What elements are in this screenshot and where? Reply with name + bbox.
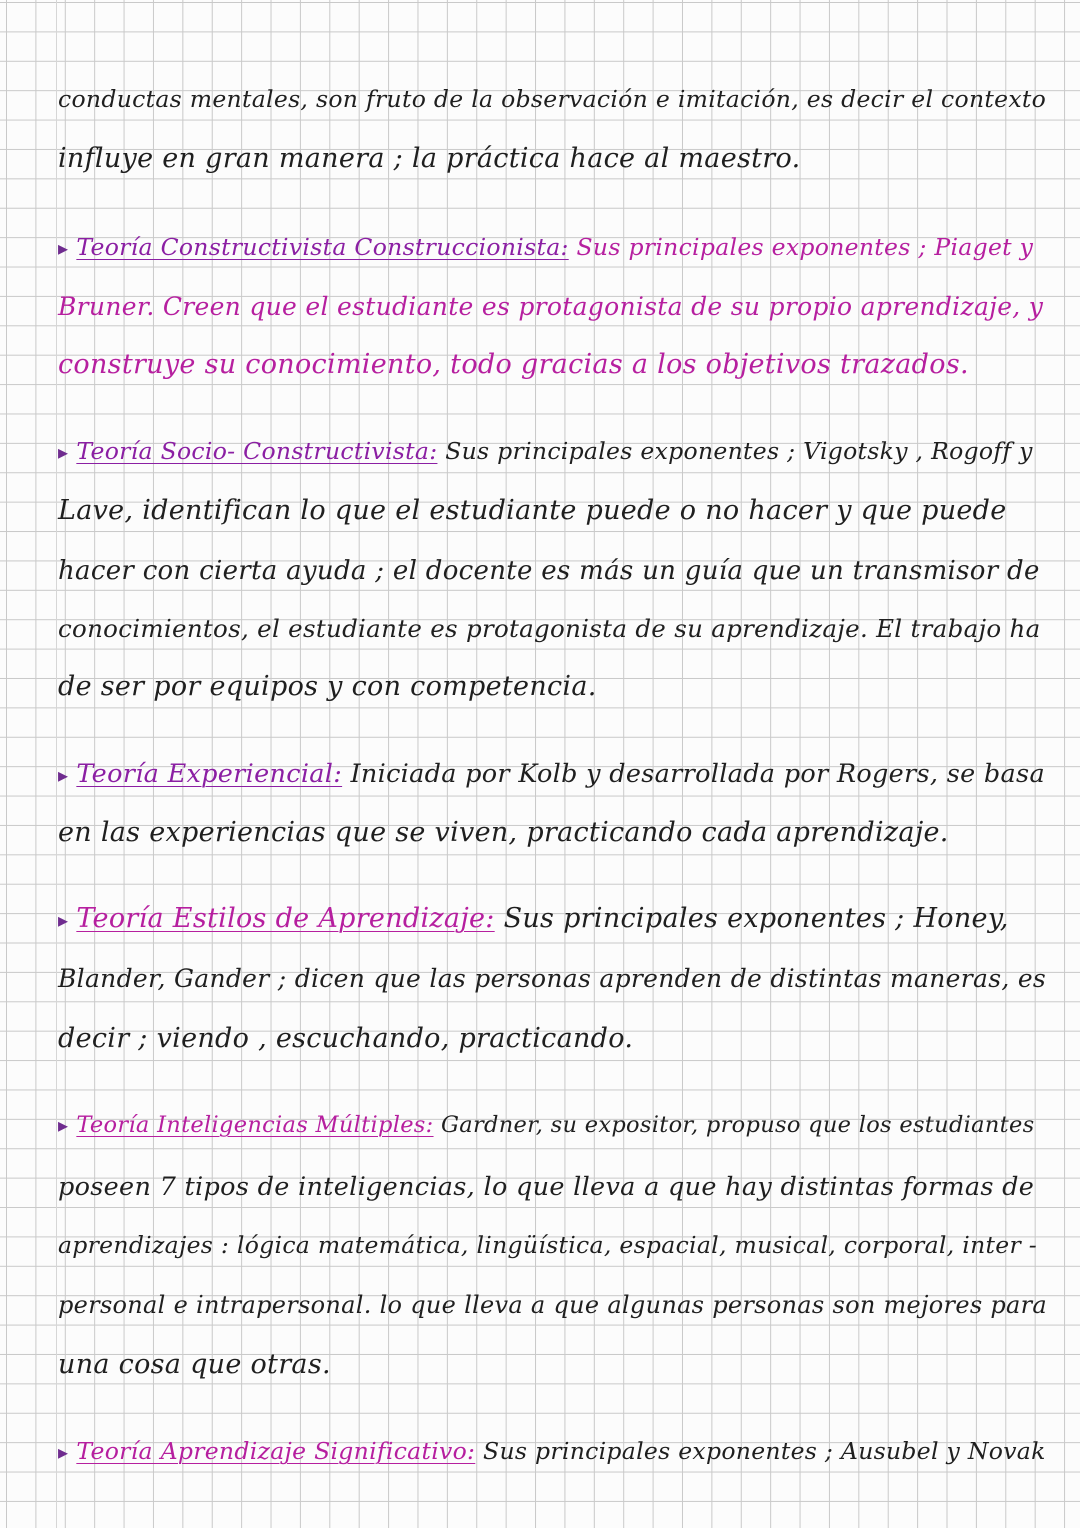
section-title: Teoría Socio- Constructivista:: [76, 437, 438, 465]
text-line: conductas mentales, son fruto de la observación e imitación, es decir el contexto: [58, 85, 1047, 113]
bullet-icon: ▸: [58, 763, 69, 787]
text-line: poseen 7 tipos de inteligencias, lo que lleva a que hay distintas formas de: [58, 1172, 1035, 1202]
section-experiencial: ▸ Teoría Experiencial: Iniciada por Kolb y desarrollada por Rogers, se basa: [58, 759, 1045, 789]
text-line: personal e intrapersonal. lo que lleva a que algunas personas son mejores para: [58, 1291, 1048, 1319]
bullet-icon: ▸: [58, 1440, 69, 1464]
text-line: en las experiencias que se viven, practicando cada aprendizaje.: [58, 817, 949, 848]
bullet-icon: ▸: [58, 440, 69, 464]
section-constructivista: ▸ Teoría Constructivista Construccionista: Sus principales exponentes ; Piaget y: [58, 233, 1034, 261]
text-line: hacer con cierta ayuda ; el docente es más un guía que un transmisor de: [58, 556, 1040, 586]
text-line: decir ; viendo , escuchando, practicando.: [58, 1023, 634, 1054]
section-socio-constructivista: ▸ Teoría Socio- Constructivista: Sus principales exponentes ; Vigotsky , Rogoff y: [58, 437, 1033, 465]
section-title: Teoría Experiencial:: [76, 759, 343, 789]
section-inteligencias-multiples: ▸ Teoría Inteligencias Múltiples: Gardner, su expositor, propuso que los estudiantes: [58, 1112, 1035, 1138]
section-title: Teoría Estilos de Aprendizaje:: [76, 903, 495, 934]
section-title: Teoría Inteligencias Múltiples:: [76, 1112, 434, 1138]
text-line: Lave, identifican lo que el estudiante puede o no hacer y que puede: [58, 495, 1007, 526]
text-line: conocimientos, el estudiante es protagonista de su aprendizaje. El trabajo ha: [58, 614, 1041, 643]
bullet-icon: ▸: [58, 236, 69, 260]
text-line: Blander, Gander ; dicen que las personas aprenden de distintas maneras, es: [58, 964, 1047, 993]
section-aprendizaje-significativo: ▸ Teoría Aprendizaje Significativo: Sus principales exponentes ; Ausubel y Novak: [58, 1437, 1046, 1465]
page-margin-line: [56, 0, 57, 1528]
section-title: Teoría Constructivista Construccionista:: [76, 233, 569, 261]
bullet-icon: ▸: [58, 908, 69, 932]
text-line: influye en gran manera ; la práctica hace al maestro.: [58, 143, 801, 174]
text-line: construye su conocimiento, todo gracias a los objetivos trazados.: [58, 349, 969, 380]
section-estilos-aprendizaje: ▸ Teoría Estilos de Aprendizaje: Sus principales exponentes ; Honey,: [58, 903, 1009, 934]
text-line: aprendizajes : lógica matemática, lingüística, espacial, musical, corporal, inter -: [58, 1231, 1038, 1259]
text-line: Bruner. Creen que el estudiante es protagonista de su propio aprendizaje, y: [58, 292, 1044, 321]
bullet-icon: ▸: [58, 1113, 69, 1137]
text-line: de ser por equipos y con competencia.: [58, 671, 597, 702]
section-title: Teoría Aprendizaje Significativo:: [76, 1437, 476, 1465]
text-line: una cosa que otras.: [58, 1349, 331, 1380]
